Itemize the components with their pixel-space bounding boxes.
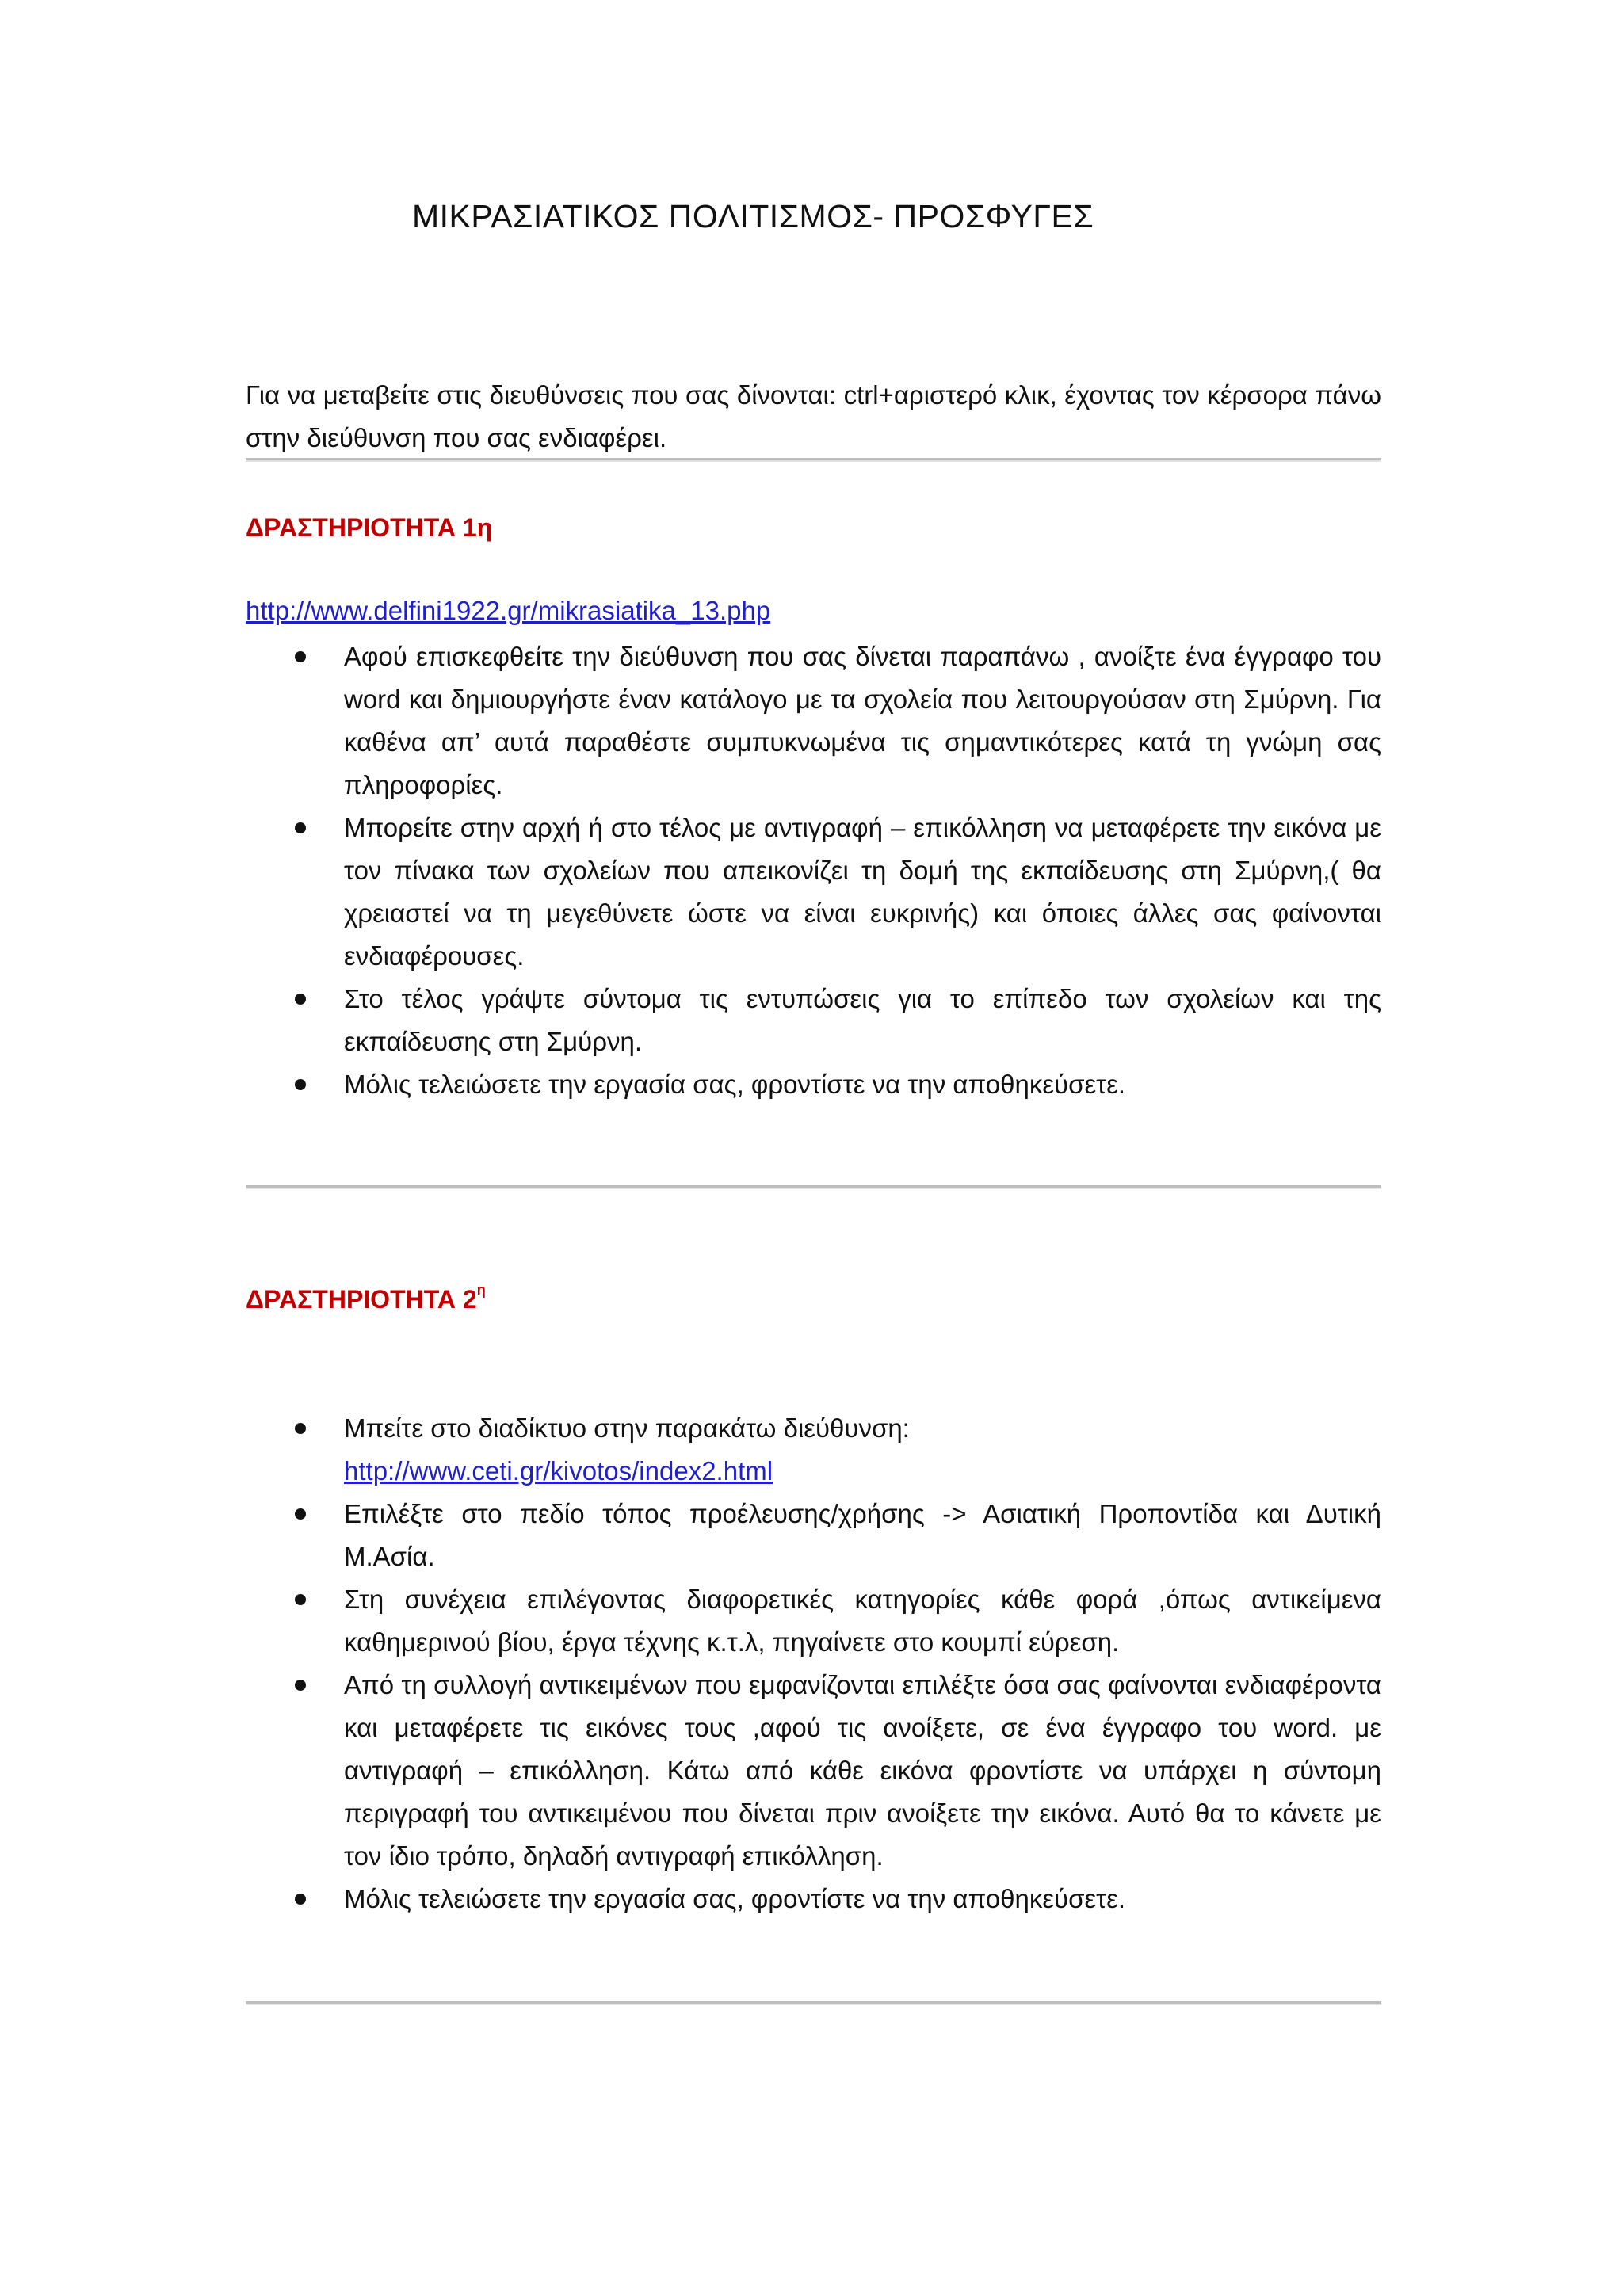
activity-1-link[interactable]: http://www.delfini1922.gr/mikrasiatika_13.php (246, 596, 771, 625)
bullet-icon (295, 1423, 306, 1434)
activity-1-heading: ΔΡΑΣΤΗΡΙΟΤΗΤΑ 1η (246, 513, 493, 542)
horizontal-rule-1 (246, 458, 1381, 462)
list-item-text: Επιλέξτε στο πεδίο τόπος προέλευσης/χρήσης -> Ασιατική Προποντίδα και Δυτική Μ.Ασία. (344, 1499, 1381, 1571)
list-item (246, 635, 1381, 807)
list-item-text: Μόλις τελειώσετε την εργασία σας, φροντίστε να την αποθηκεύσετε. (344, 1070, 1126, 1099)
list-item-text: Από τη συλλογή αντικειμένων που εμφανίζονται επιλέξτε όσα σας φαίνονται ενδιαφέροντα και μεταφέρετε τις εικόνες τους ,αφού τις ανοίξετε, σε ένα έγγραφο του word. με αντιγραφή – επικόλληση. Κάτω από κάθε εικόνα φροντίστε να υπάρχει η σύντομη περιγραφή του αντικειμένου που δίνεται πριν ανοίξετε την εικόνα. Αυτό θα το κάνετε με τον ίδιο τρόπο, δηλαδή αντιγραφή επικόλληση. (344, 1670, 1381, 1871)
bullet-icon (295, 1680, 306, 1691)
bullet-icon (295, 1894, 306, 1905)
document-title: ΜΙΚΡΑΣΙΑΤΙΚΟΣ ΠΟΛΙΤΙΣΜΟΣ- ΠΡΟΣΦΥΓΕΣ (412, 198, 1094, 235)
list-item-text: Μόλις τελειώσετε την εργασία σας, φροντίστε να την αποθηκεύσετε. (344, 1884, 1126, 1913)
bullet-icon (295, 822, 306, 833)
list-item (246, 1493, 1381, 1578)
horizontal-rule-2 (246, 1185, 1381, 1189)
activity-2-heading-superscript: η (476, 1282, 486, 1298)
list-item (246, 1664, 1381, 1878)
list-item (246, 1063, 1381, 1106)
bullet-icon (295, 1079, 306, 1090)
list-item-text: Μπείτε στο διαδίκτυο στην παρακάτω διεύθυνση: (344, 1413, 910, 1443)
activity-2-heading (246, 1282, 486, 1314)
activity-1-list (246, 635, 1381, 1106)
intro-paragraph: Για να μεταβείτε στις διευθύνσεις που σας δίνονται: ctrl+αριστερό κλικ, έχοντας τον κέρσορα πάνω στην διεύθυνση που σας ενδιαφέρει. (246, 380, 1381, 452)
bullet-icon (295, 1508, 306, 1520)
activity-2-heading-text: ΔΡΑΣΤΗΡΙΟΤΗΤΑ 2 (246, 1285, 477, 1314)
list-item (246, 1878, 1381, 1920)
list-item (246, 1407, 1381, 1493)
list-item-text: Μπορείτε στην αρχή ή στο τέλος με αντιγραφή – επικόλληση να μεταφέρετε την εικόνα με τον πίνακα των σχολείων που απεικονίζει τη δομή της εκπαίδευσης στη Σμύρνη,( θα χρειαστεί να τη μεγεθύνετε ώστε να είναι ευκρινής) και όποιες άλλες σας φαίνονται ενδιαφέρουσες. (344, 813, 1381, 971)
horizontal-rule-3 (246, 2001, 1381, 2005)
activity-2-list (246, 1407, 1381, 1920)
bullet-icon (295, 1594, 306, 1605)
bullet-icon (295, 651, 306, 662)
list-item (246, 807, 1381, 978)
list-item-text: Στη συνέχεια επιλέγοντας διαφορετικές κατηγορίες κάθε φορά ,όπως αντικείμενα καθημερινού βίου, έργα τέχνης κ.τ.λ, πηγαίνετε στο κουμπί εύρεση. (344, 1585, 1381, 1657)
activity-2-link[interactable]: http://www.ceti.gr/kivotos/index2.html (344, 1456, 773, 1486)
activity-1-link-line (246, 596, 770, 626)
list-item-text: Στο τέλος γράψτε σύντομα τις εντυπώσεις για το επίπεδο των σχολείων και της εκπαίδευσης στη Σμύρνη. (344, 984, 1381, 1056)
list-item (246, 1578, 1381, 1664)
list-item-text: Αφού επισκεφθείτε την διεύθυνση που σας δίνεται παραπάνω , ανοίξτε ένα έγγραφο του word και δημιουργήστε έναν κατάλογο με τα σχολεία που λειτουργούσαν στη Σμύρνη. Για καθένα απ’ αυτά παραθέστε συμπυκνωμένα τις σημαντικότερες κατά τη γνώμη σας πληροφορίες. (344, 642, 1381, 799)
bullet-icon (295, 994, 306, 1005)
list-item (246, 978, 1381, 1063)
